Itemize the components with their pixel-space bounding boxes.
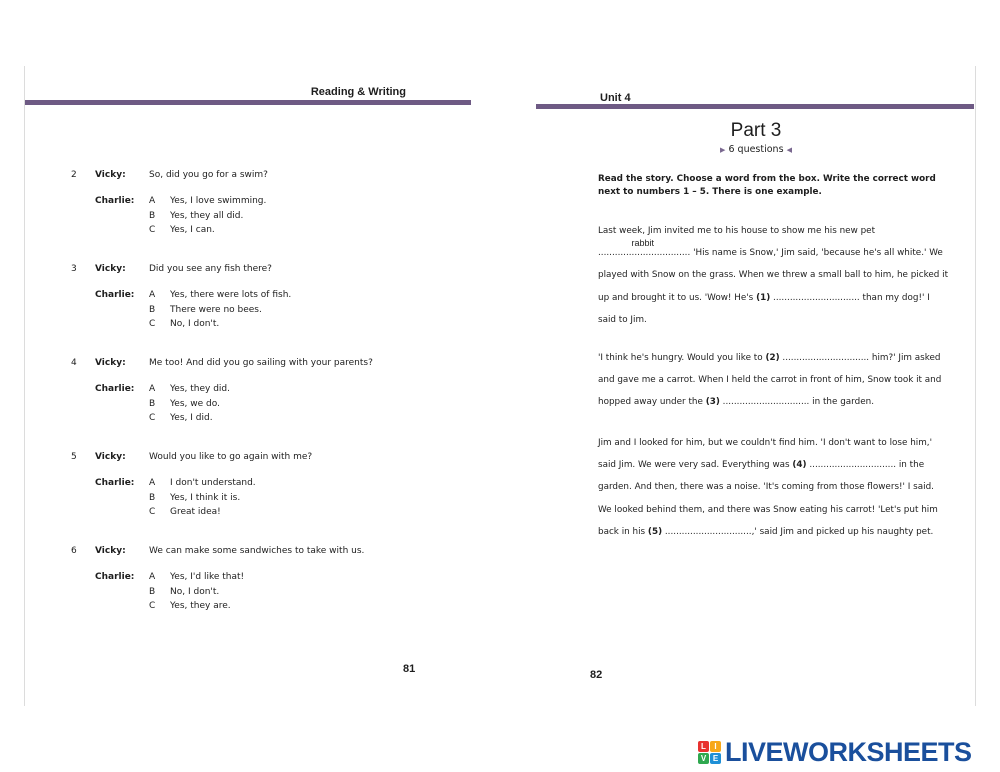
question-2 bbox=[71, 168, 451, 238]
brand-logo-link[interactable] bbox=[698, 737, 972, 767]
option-letter: B bbox=[149, 304, 156, 315]
gap-number-5: (5) bbox=[647, 526, 663, 537]
gap-number-1: (1) bbox=[756, 292, 771, 303]
option-letter: B bbox=[149, 492, 156, 503]
example-blank: ................................ bbox=[598, 248, 688, 259]
speaker-label: Vicky: bbox=[95, 358, 126, 368]
option-text: I don't understand. bbox=[170, 478, 256, 488]
gap-number-2: (2) bbox=[765, 353, 780, 363]
question-3 bbox=[71, 262, 451, 332]
option-text: Yes, they are. bbox=[170, 601, 231, 611]
gap-number-4: (4) bbox=[792, 460, 807, 471]
questions-count-text: 6 questions bbox=[728, 144, 784, 155]
responder-label: Charlie: bbox=[95, 196, 135, 206]
liveworksheets-logo-icon bbox=[698, 741, 721, 764]
question-6 bbox=[71, 544, 451, 614]
option-text: Yes, I did. bbox=[170, 413, 213, 423]
story-paragraph-3 bbox=[598, 432, 950, 543]
option-letter: B bbox=[149, 210, 156, 221]
right-page bbox=[536, 66, 976, 706]
speaker-label: Vicky: bbox=[95, 452, 126, 462]
logo-block-e: E bbox=[710, 753, 721, 764]
question-number: 2 bbox=[71, 170, 77, 180]
speaker-label: Vicky: bbox=[95, 546, 126, 556]
question-text: Did you see any fish there? bbox=[149, 264, 272, 274]
answer-blank-4[interactable]: ............................... bbox=[809, 460, 897, 471]
question-text: Me too! And did you go sailing with your parents? bbox=[149, 358, 373, 368]
question-text: We can make some sandwiches to take with us. bbox=[149, 546, 365, 556]
header-bar bbox=[25, 100, 471, 105]
responder-label: Charlie: bbox=[95, 478, 135, 488]
logo-block-i: I bbox=[710, 741, 721, 752]
brand-name: LIVEWORKSHEETS bbox=[725, 736, 972, 767]
option-letter: A bbox=[149, 384, 156, 394]
option-text: Yes, I love swimming. bbox=[170, 196, 267, 206]
story-text: than my dog!' I said to Jim. bbox=[598, 292, 930, 325]
example-word: rabbit bbox=[631, 238, 654, 249]
option-letter: C bbox=[149, 413, 156, 423]
option-letter: C bbox=[149, 601, 156, 611]
answer-blank-3[interactable]: ............................... bbox=[722, 397, 810, 408]
question-number: 3 bbox=[71, 264, 77, 274]
responder-label: Charlie: bbox=[95, 290, 135, 300]
story-text: in the garden. And then, there was a noise. 'It's coming from those flowers!' I said. We looked behind them, and there was Snow eating his carrot! 'Let's put him back in his bbox=[598, 460, 938, 537]
question-text: Would you like to go again with me? bbox=[149, 452, 313, 462]
story-paragraph-1 bbox=[598, 220, 950, 331]
answer-blank-1[interactable]: ............................... bbox=[773, 292, 860, 303]
story-text: in the garden. bbox=[809, 397, 875, 408]
logo-block-l: L bbox=[698, 741, 709, 752]
option-letter: B bbox=[149, 586, 156, 597]
left-page bbox=[24, 66, 472, 706]
triangle-right-icon: ▶ bbox=[720, 146, 726, 154]
option-letter: A bbox=[149, 290, 156, 300]
question-number: 4 bbox=[71, 358, 77, 368]
option-letter: A bbox=[149, 572, 156, 582]
question-number: 6 bbox=[71, 546, 77, 556]
answer-blank-2[interactable]: ............................... bbox=[782, 353, 870, 363]
option-text: No, I don't. bbox=[170, 586, 220, 597]
speaker-label: Vicky: bbox=[95, 264, 126, 274]
option-text: No, I don't. bbox=[170, 319, 220, 329]
logo-block-v: V bbox=[698, 753, 709, 764]
option-letter: A bbox=[149, 196, 156, 206]
option-text: There were no bees. bbox=[170, 304, 262, 315]
option-text: Great idea! bbox=[170, 507, 221, 517]
option-text: Yes, they all did. bbox=[170, 210, 244, 221]
header-bar bbox=[536, 104, 974, 109]
option-text: Yes, they did. bbox=[170, 384, 230, 394]
story-text: 'I think he's hungry. Would you like to bbox=[598, 353, 766, 363]
question-number: 5 bbox=[71, 452, 77, 462]
story-paragraph-2 bbox=[598, 347, 950, 414]
option-letter: C bbox=[149, 225, 156, 235]
option-letter: C bbox=[149, 319, 156, 329]
example-answer bbox=[598, 238, 688, 264]
option-text: Yes, I think it is. bbox=[170, 492, 241, 503]
story-text: Last week, Jim invited me to his house to show me his new pet bbox=[598, 226, 876, 236]
part-title: Part 3 bbox=[730, 120, 782, 141]
responder-label: Charlie: bbox=[95, 572, 135, 582]
option-text: Yes, there were lots of fish. bbox=[170, 290, 292, 300]
option-text: Yes, I can. bbox=[170, 225, 215, 235]
page-number: 81 bbox=[403, 663, 416, 675]
option-letter: C bbox=[149, 507, 156, 517]
questions-count bbox=[536, 144, 976, 155]
unit-header: Unit 4 bbox=[600, 92, 631, 104]
option-text: Yes, I'd like that! bbox=[170, 572, 245, 582]
option-letter: A bbox=[149, 478, 156, 488]
gap-number-3: (3) bbox=[705, 397, 720, 408]
page-number: 82 bbox=[590, 669, 603, 681]
question-text: So, did you go for a swim? bbox=[149, 170, 268, 180]
story-text: Jim and I looked for him, but we couldn't find him. 'I don't want to lose him,' said Jim. We were very sad. Everything was bbox=[598, 438, 933, 471]
section-header: Reading & Writing bbox=[310, 86, 406, 98]
story-text: him?' Jim asked and gave me a carrot. When I held the carrot in front of him, Snow took it and hopped away under the bbox=[598, 353, 942, 408]
answer-blank-5[interactable]: ............................... bbox=[664, 526, 752, 537]
instructions: Read the story. Choose a word from the box. Write the correct word next to numbers 1 – 5. There is one example. bbox=[598, 174, 936, 197]
triangle-left-icon: ◀ bbox=[786, 146, 792, 154]
speaker-label: Vicky: bbox=[95, 170, 126, 180]
option-letter: B bbox=[149, 398, 156, 409]
responder-label: Charlie: bbox=[95, 384, 135, 394]
option-text: Yes, we do. bbox=[170, 398, 220, 409]
question-4 bbox=[71, 356, 451, 426]
story-text: . 'His name is Snow,' Jim said, 'because he's all white.' We played with Snow on the grass. When we threw a small ball to him, he picked it up and brought it to us. 'Wow! He's bbox=[598, 248, 949, 303]
story-text: ,' said Jim and picked up his naughty pet. bbox=[751, 526, 934, 537]
question-5 bbox=[71, 450, 451, 520]
